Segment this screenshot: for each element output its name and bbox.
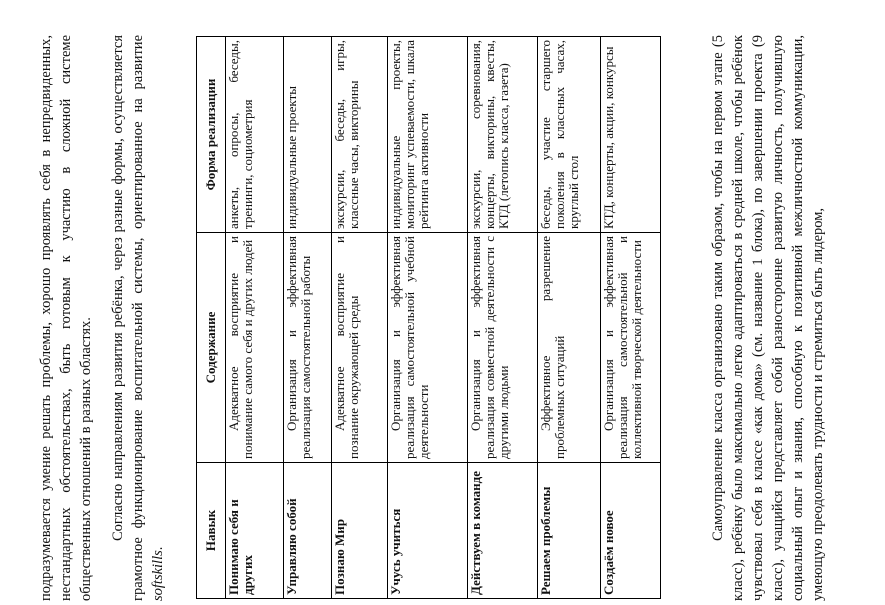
content-cell: Организация и эффективная реализация самостоятельной работы: [284, 233, 332, 463]
content-cell: Организация и эффективная реализация совместной деятельности с другими людьми: [468, 233, 538, 463]
table-row: [538, 37, 601, 599]
self-government-paragraph: Самоуправление класса организовано таким образом, чтобы на первом этапе (5 класс), ребёнку было максимально легко адаптироваться в средней школе, чтобы ребёнок чувствовал себя в классе «как дома» (см. название 1 блока), по завершении проекта (9 класс), учащийся представляет собой разносторонне развитую личность, получившую социальный опыт и знания, способную к позитивной межличностной коммуникации, умеющую преодолевать трудности и стремиться быть лидером,: [710, 35, 826, 601]
table-row: [226, 37, 284, 599]
content-cell: Адекватное восприятие и познание окружающей среды: [332, 233, 388, 463]
intro-line-3: сложной системе общественных отношений в разных областях.: [58, 34, 94, 601]
content-cell: Организация и эффективная реализация самостоятельной учебной деятельности: [388, 233, 468, 463]
table-header-row: [197, 37, 226, 599]
header-content: Содержание: [197, 233, 226, 463]
intro-line-1: подразумевается умение решать проблемы, хорошо проявлять себя в: [38, 149, 54, 601]
skill-cell: Управляю собой: [284, 463, 332, 599]
intro-paragraph: [36, 35, 96, 601]
header-skill: Навык: [197, 463, 226, 599]
form-cell: экскурсии, соревнования, концерты, викторины, квесты, КТД (летопись класса, газета): [468, 37, 538, 233]
form-cell: экскурсии, беседы, игры, классные часы, викторины: [332, 37, 388, 233]
table-row: [601, 37, 661, 599]
form-cell: индивидуальные проекты: [284, 37, 332, 233]
skill-cell: Создаём новое: [601, 463, 661, 599]
form-cell: индивидуальные проекты, мониторинг успеваемости, шкала рейтинга активности: [388, 37, 468, 233]
table-row: [468, 37, 538, 599]
directions-paragraph: [108, 35, 168, 601]
skill-cell: Понимаю себя и других: [226, 463, 284, 599]
content-cell: Адекватное восприятие и понимание самого себя и других людей: [226, 233, 284, 463]
skill-cell: Познаю Мир: [332, 463, 388, 599]
content-cell: Эффективное разрешение проблемных ситуаций: [538, 233, 601, 463]
form-cell: КТД, концерты, акции, конкурсы: [601, 37, 661, 233]
table-row: [284, 37, 332, 599]
softskills-table: [196, 36, 661, 599]
content-cell: Организация и эффективная реализация самостоятельной и коллективной творческой деятельности: [601, 233, 661, 463]
table-row: [332, 37, 388, 599]
table-row: [388, 37, 468, 599]
form-cell: анкеты, опросы, беседы, тренинги, социометрия: [226, 37, 284, 233]
intro-line-2: непредвиденных, нестандартных обстоятельствах, быть готовым к участию в: [38, 35, 74, 601]
skill-cell: Учусь учиться: [388, 463, 468, 599]
directions-end: .: [150, 546, 166, 551]
softskills-term: softskills: [150, 550, 166, 601]
skill-cell: Действуем в команде: [468, 463, 538, 599]
header-form: Форма реализации: [197, 37, 226, 233]
form-cell: беседы, участие старшего поколения в классных часах, круглый стол: [538, 37, 601, 233]
skill-cell: Решаем проблемы: [538, 463, 601, 599]
directions-text: Согласно направлениям развития ребёнка, через разные формы, осуществляется грамотное функционирование воспитательной системы, ориентированное на развитие: [110, 35, 146, 601]
